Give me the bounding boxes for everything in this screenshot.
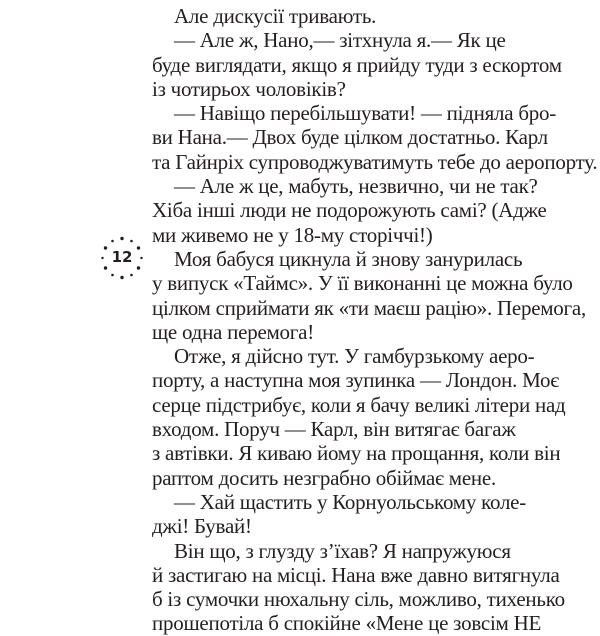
page-number: 12 (111, 248, 133, 266)
text-line: ви Нана.— Двох буде цілком достатньо. Карл (152, 125, 548, 150)
text-line: — Хай щастить у Корнуольському коле- (174, 489, 526, 514)
text-line: б із сумочки нюхальну сіль, можливо, тихенько (152, 587, 565, 612)
text-line: ще одна перемога! (152, 319, 314, 344)
text-line: Отже, я дійсно тут. У гамбурзькому аеро- (174, 344, 535, 369)
text-line: Хіба інші люди не подорожують самі? (Адже (152, 198, 547, 223)
text-line: із чотирьох чоловіків? (152, 76, 346, 101)
page-number-badge (100, 236, 144, 280)
text-line: Але дискусії тривають. (174, 4, 377, 28)
body-text (152, 4, 598, 636)
text-line: — Навіщо перебільшувати! — підняла бро- (174, 101, 556, 126)
text-line: цілком сприймати як «ти маєш рацію». Перемога, (152, 295, 586, 320)
text-line: — Але ж це, мабуть, незвично, чи не так? (174, 174, 538, 199)
text-line: входом. Поруч — Карл, він витягає багаж (152, 417, 516, 442)
text-line: порту, а наступна моя зупинка — Лондон. Моє (152, 368, 560, 393)
text-line: ми живемо не у 18-му сторіччі!) (152, 222, 433, 247)
text-line: буде виглядати, якщо я прийду туди з ескортом (152, 52, 562, 77)
text-line: джі! Бувай! (152, 514, 252, 539)
text-line: у випуск «Таймс». У її виконанні це можна було (152, 271, 573, 296)
text-line: Він що, з глузду з’їхав? Я напружуюся (174, 538, 511, 563)
text-line: Моя бабуся цикнула й знову занурилась (174, 246, 523, 271)
text-line: та Гайнріх супроводжуватимуть тебе до аеропорту. (152, 149, 598, 174)
text-line: й застигаю на місці. Нана вже давно витягнула (152, 562, 560, 587)
text-line: серце підстрибує, коли я бачу великі літери над (152, 392, 566, 417)
text-line: з автівки. Я киваю йому на прощання, коли він (152, 441, 561, 466)
text-line: прошепотіла б спокійне «Мене це зовсім НЕ (152, 611, 542, 636)
text-line: — Але ж, Нано,— зітхнула я.— Як це (174, 28, 506, 53)
text-line: раптом досить незграбно обіймає мене. (152, 465, 496, 490)
